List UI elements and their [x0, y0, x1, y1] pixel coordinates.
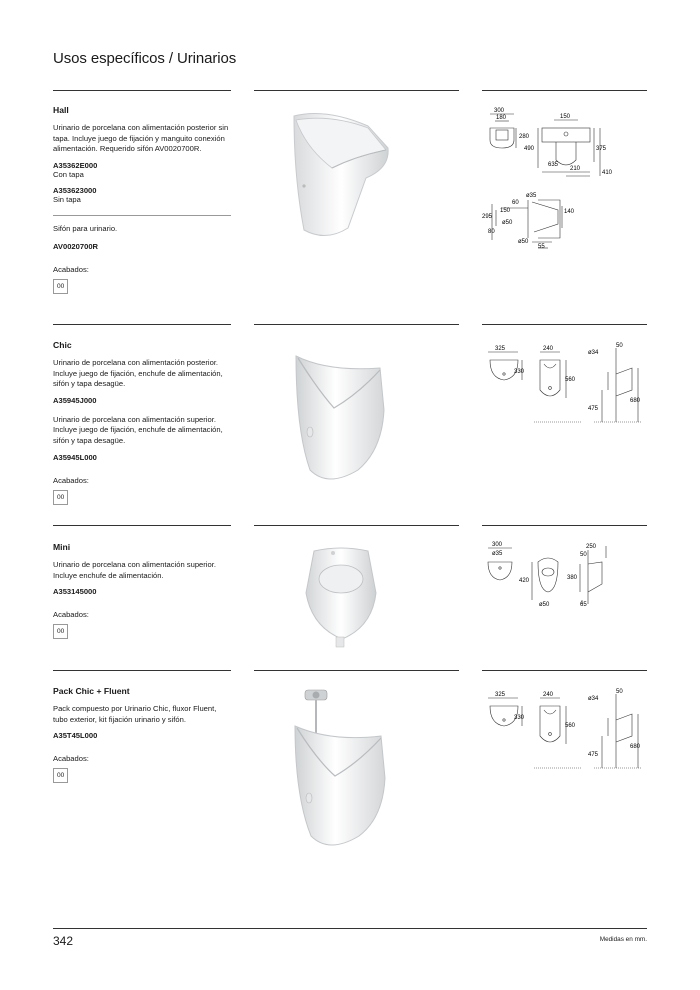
section-divider	[254, 90, 459, 91]
urinal-photo-chic	[288, 350, 388, 490]
dimension-label: 420	[519, 578, 530, 584]
dimension-label: 210	[570, 166, 581, 172]
dimension-label: 50	[616, 343, 623, 349]
finishes-label: Acabados:	[53, 475, 89, 485]
dimension-label: 475	[588, 752, 599, 758]
hall-technical-drawing	[482, 100, 647, 255]
dimension-label: 635	[548, 162, 559, 168]
dimension-label: 60	[512, 200, 519, 206]
divider	[53, 215, 231, 216]
product-description: Urinario de porcelana con alimentación posterior sin tapa. Incluye juego de fijación y manguito conexión alimentación. Requerido sifón AV0020700R.	[53, 123, 229, 154]
dimension-label: 240	[543, 346, 554, 352]
product-description: Urinario de porcelana con alimentación superior. Incluye enchufe de alimentación.	[53, 560, 216, 580]
product-code: A35945L000	[53, 452, 97, 462]
product-description: Urinario de porcelana con alimentación superior. Incluye juego de fijación, enchufe de alimentación, sifón y tapa desagüe.	[53, 414, 223, 445]
product-mini	[53, 542, 233, 639]
dimension-label: ø35	[526, 193, 537, 199]
finishes-label: Acabados:	[53, 754, 89, 764]
page-title: Usos específicos / Urinarios	[53, 50, 237, 67]
product-description: Pack compuesto por Urinario Chic, fluxor Fluent, tubo exterior, kit fijación urinario y sifón.	[53, 704, 217, 724]
chic-technical-drawing	[482, 338, 647, 433]
dimension-label: 560	[565, 377, 576, 383]
section-divider	[482, 670, 647, 671]
dimension-label: ø34	[588, 350, 599, 356]
dimension-label: 55	[538, 244, 545, 250]
urinal-photo-hall	[286, 108, 396, 243]
product-name: Pack Chic + Fluent	[53, 686, 130, 696]
dimension-label: 80	[488, 229, 495, 235]
dimension-label: 150	[500, 208, 511, 214]
dimension-label: 140	[564, 209, 575, 215]
accessory-text: Sifón para urinario.	[53, 223, 118, 233]
page-number: 342	[53, 934, 74, 948]
product-name: Mini	[53, 542, 71, 552]
dimension-label: 50	[580, 552, 587, 558]
variant-label: Con tapa	[53, 169, 84, 179]
product-description: Urinario de porcelana con alimentación posterior. Incluye juego de fijación, enchufe de alimentación, sifón y tapa desagüe.	[53, 358, 223, 389]
finish-swatch: 00	[53, 768, 68, 783]
footnote: Medidas en mm.	[599, 936, 647, 943]
dimension-label: ø50	[518, 239, 529, 245]
mini-technical-drawing	[482, 538, 647, 618]
product-name: Hall	[53, 105, 69, 115]
product-name: Chic	[53, 340, 72, 350]
product-code: A353145000	[53, 587, 97, 597]
finish-swatch: 00	[53, 279, 68, 294]
section-divider	[254, 670, 459, 671]
dimension-label: ø50	[539, 602, 550, 608]
section-divider	[53, 90, 231, 91]
urinal-photo-mini	[296, 543, 386, 651]
dimension-label: 325	[495, 346, 506, 352]
finishes-label: Acabados:	[53, 610, 89, 620]
dimension-label: ø34	[588, 696, 599, 702]
dimension-label: 680	[630, 744, 641, 750]
dimension-label: 680	[630, 398, 641, 404]
dimension-label: 560	[565, 723, 576, 729]
finish-swatch: 00	[53, 490, 68, 505]
dimension-label: 300	[492, 542, 503, 548]
section-divider	[53, 670, 231, 671]
product-hall	[53, 105, 233, 294]
dimension-label: 325	[495, 692, 506, 698]
product-code: A35945J000	[53, 395, 97, 405]
accessory-code: AV0020700R	[53, 241, 99, 251]
section-divider	[53, 324, 231, 325]
product-chic	[53, 340, 233, 505]
dimension-label: 380	[567, 575, 578, 581]
dimension-label: 250	[586, 544, 597, 550]
section-divider	[53, 525, 231, 526]
dimension-label: 490	[524, 146, 535, 152]
product-code: A353623000	[53, 185, 97, 195]
product-code: A35T45L000	[53, 731, 98, 741]
finish-swatch: 00	[53, 624, 68, 639]
dimension-label: 375	[596, 146, 607, 152]
section-divider	[482, 90, 647, 91]
dimension-label: 240	[543, 692, 554, 698]
dimension-label: ø35	[492, 551, 503, 557]
dimension-label: 330	[514, 715, 525, 721]
dimension-label: 330	[514, 369, 525, 375]
urinal-photo-pack	[285, 686, 395, 861]
dimension-label: 475	[588, 406, 599, 412]
dimension-label: ø50	[502, 220, 513, 226]
dimension-label: 280	[519, 134, 530, 140]
section-divider	[254, 324, 459, 325]
dimension-label: 180	[496, 115, 507, 121]
dimension-label: 50	[616, 689, 623, 695]
section-divider	[254, 525, 459, 526]
dimension-label: 300	[494, 108, 505, 114]
section-divider	[482, 324, 647, 325]
finishes-label: Acabados:	[53, 264, 89, 274]
product-pack-chic-fluent	[53, 686, 233, 783]
footer-rule	[53, 928, 647, 929]
dimension-label: 410	[602, 170, 613, 176]
dimension-label: 295	[482, 214, 493, 220]
variant-label: Sin tapa	[53, 194, 81, 204]
dimension-label: 150	[560, 114, 571, 120]
product-code: A35362E000	[53, 160, 98, 170]
dimension-label: 65	[580, 602, 587, 608]
pack-technical-drawing	[482, 684, 647, 779]
section-divider	[482, 525, 647, 526]
